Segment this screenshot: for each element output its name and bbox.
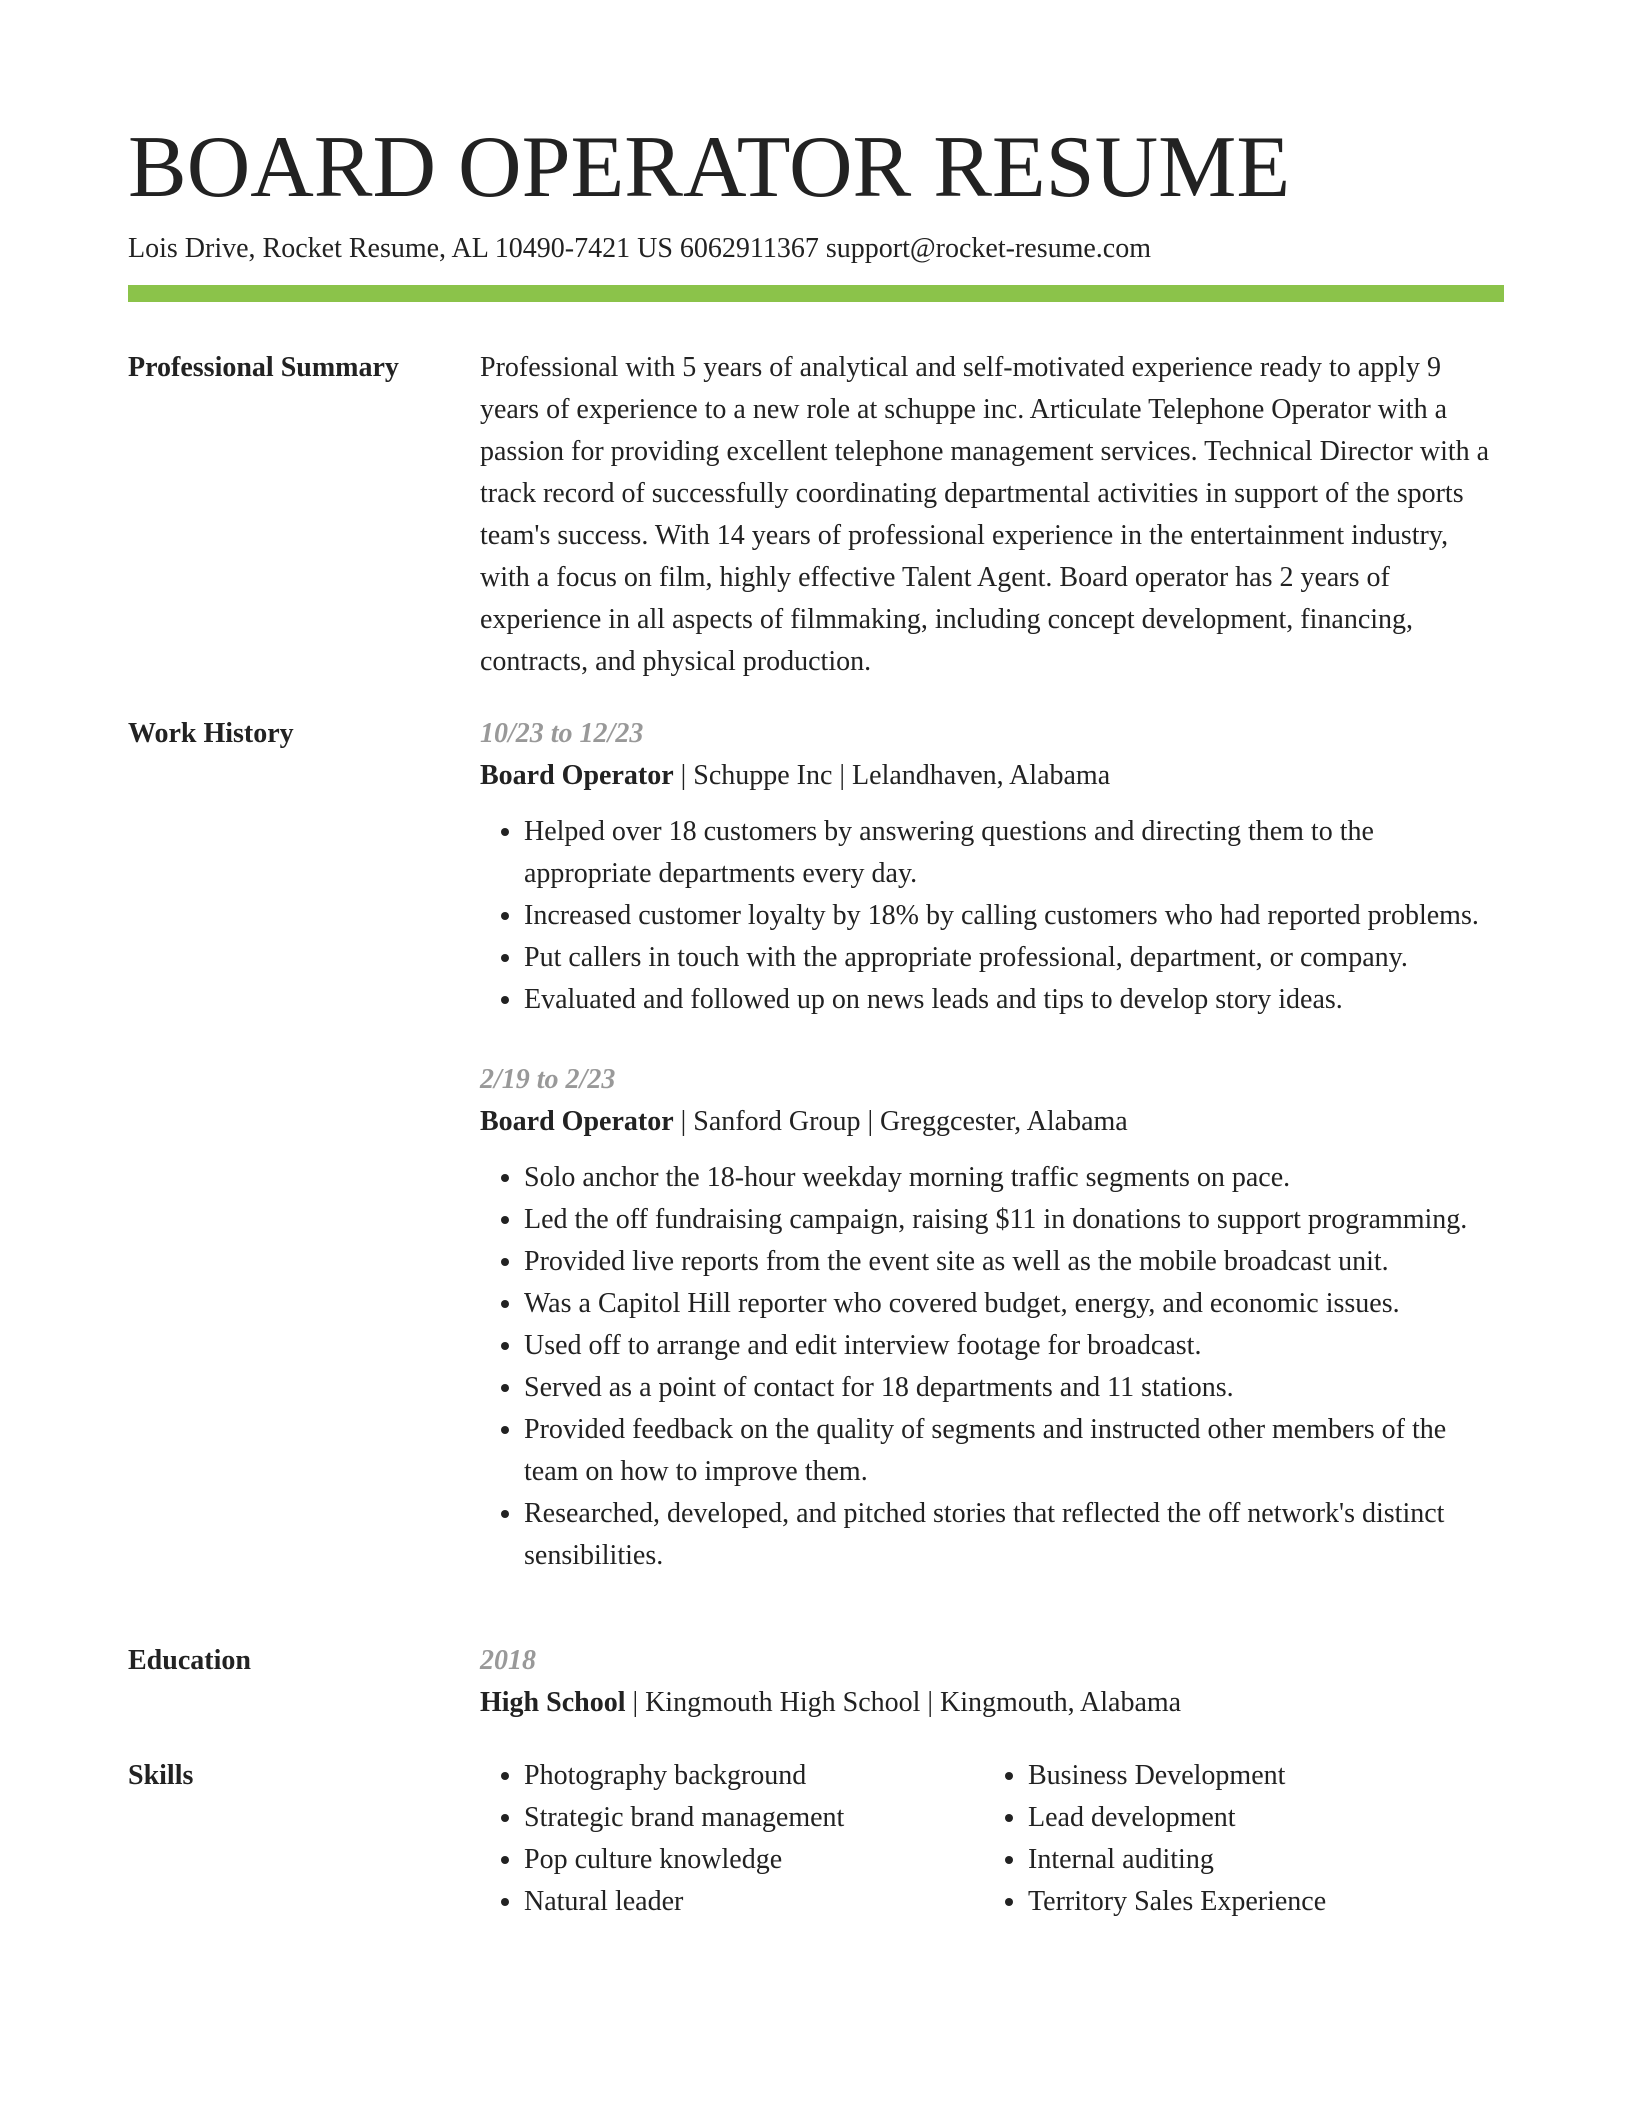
resume-title: BOARD OPERATOR RESUME [128, 119, 1291, 216]
job-bullet: • Put callers in touch with the appropriate professional, department, or company. [524, 937, 1504, 979]
job-bullet: • Researched, developed, and pitched stories that reflected the off network's distinct sensibilities. [524, 1493, 1504, 1577]
job-dates: 2/19 to 2/23 [480, 1064, 616, 1095]
job-bullet: • Led the off fundraising campaign, raising $11 in donations to support programming. [524, 1199, 1504, 1241]
summary-label: Professional Summary [128, 352, 399, 383]
education-heading [480, 1682, 1504, 1724]
skills-column-2 [984, 1755, 1488, 1923]
skill-item: • Internal auditing [1028, 1839, 1488, 1881]
job-heading [480, 1101, 1504, 1143]
job-bullet: • Was a Capitol Hill reporter who covered budget, energy, and economic issues. [524, 1283, 1504, 1325]
job-bullet: • Served as a point of contact for 18 departments and 11 stations. [524, 1367, 1504, 1409]
education-degree: High School [480, 1687, 626, 1718]
skill-item: • Photography background [524, 1755, 984, 1797]
job-dates: 10/23 to 12/23 [480, 718, 644, 749]
job-bullet: • Increased customer loyalty by 18% by calling customers who had reported problems. [524, 895, 1504, 937]
job-title: Board Operator [480, 760, 674, 791]
work-history-label: Work History [128, 718, 294, 749]
education-details: | Kingmouth High School | Kingmouth, Alabama [625, 1687, 1182, 1718]
education-label: Education [128, 1645, 251, 1676]
skill-item: • Lead development [1028, 1797, 1488, 1839]
education-year: 2018 [480, 1645, 536, 1676]
skills-body [480, 1755, 1504, 1923]
job-bullet: • Evaluated and followed up on news leads and tips to develop story ideas. [524, 979, 1504, 1021]
summary-body [480, 347, 1504, 683]
job-details: | Schuppe Inc | Lelandhaven, Alabama [673, 760, 1111, 791]
job-entry [480, 1059, 1504, 1577]
job-title: Board Operator [480, 1106, 674, 1137]
job-bullet: • Solo anchor the 18-hour weekday morning traffic segments on pace. [524, 1157, 1504, 1199]
skills-label: Skills [128, 1760, 194, 1791]
skill-item: • Natural leader [524, 1881, 984, 1923]
header-divider [128, 285, 1504, 302]
skills-column-1 [480, 1755, 984, 1923]
summary-text: Professional with 5 years of analytical and self-motivated experience ready to apply 9 years of experience to a new role at schuppe inc. Articulate Telephone Operator with a passion for providing excellent telephone management services. Technical Director with a track record of successfully coordinating departmental activities in support of the sports team's success. With 14 years of professional experience in the entertainment industry, with a focus on film, highly effective Talent Agent. Board operator has 2 years of experience in all aspects of filmmaking, including concept development, financing, contracts, and physical production. [480, 352, 1490, 677]
skill-item: • Business Development [1028, 1755, 1488, 1797]
job-heading [480, 755, 1504, 797]
job-bullet: • Provided live reports from the event site as well as the mobile broadcast unit. [524, 1241, 1504, 1283]
job-bullet: • Used off to arrange and edit interview footage for broadcast. [524, 1325, 1504, 1367]
skill-item: • Pop culture knowledge [524, 1839, 984, 1881]
job-bullet: • Provided feedback on the quality of segments and instructed other members of the team on how to improve them. [524, 1409, 1504, 1493]
education-body [480, 1640, 1504, 1724]
skill-item: • Territory Sales Experience [1028, 1881, 1488, 1923]
contact-info: Lois Drive, Rocket Resume, AL 10490-7421 US 6062911367 support@rocket-resume.com [128, 233, 1151, 264]
skill-item: • Strategic brand management [524, 1797, 984, 1839]
skills-columns [480, 1755, 1504, 1923]
job-entry [480, 713, 1504, 1021]
job-bullet: • Helped over 18 customers by answering questions and directing them to the appropriate departments every day. [524, 811, 1504, 895]
job-details: | Sanford Group | Greggcester, Alabama [673, 1106, 1128, 1137]
job-bullets [480, 1157, 1504, 1577]
work-history-body [480, 713, 1504, 1615]
job-bullets [480, 811, 1504, 1021]
